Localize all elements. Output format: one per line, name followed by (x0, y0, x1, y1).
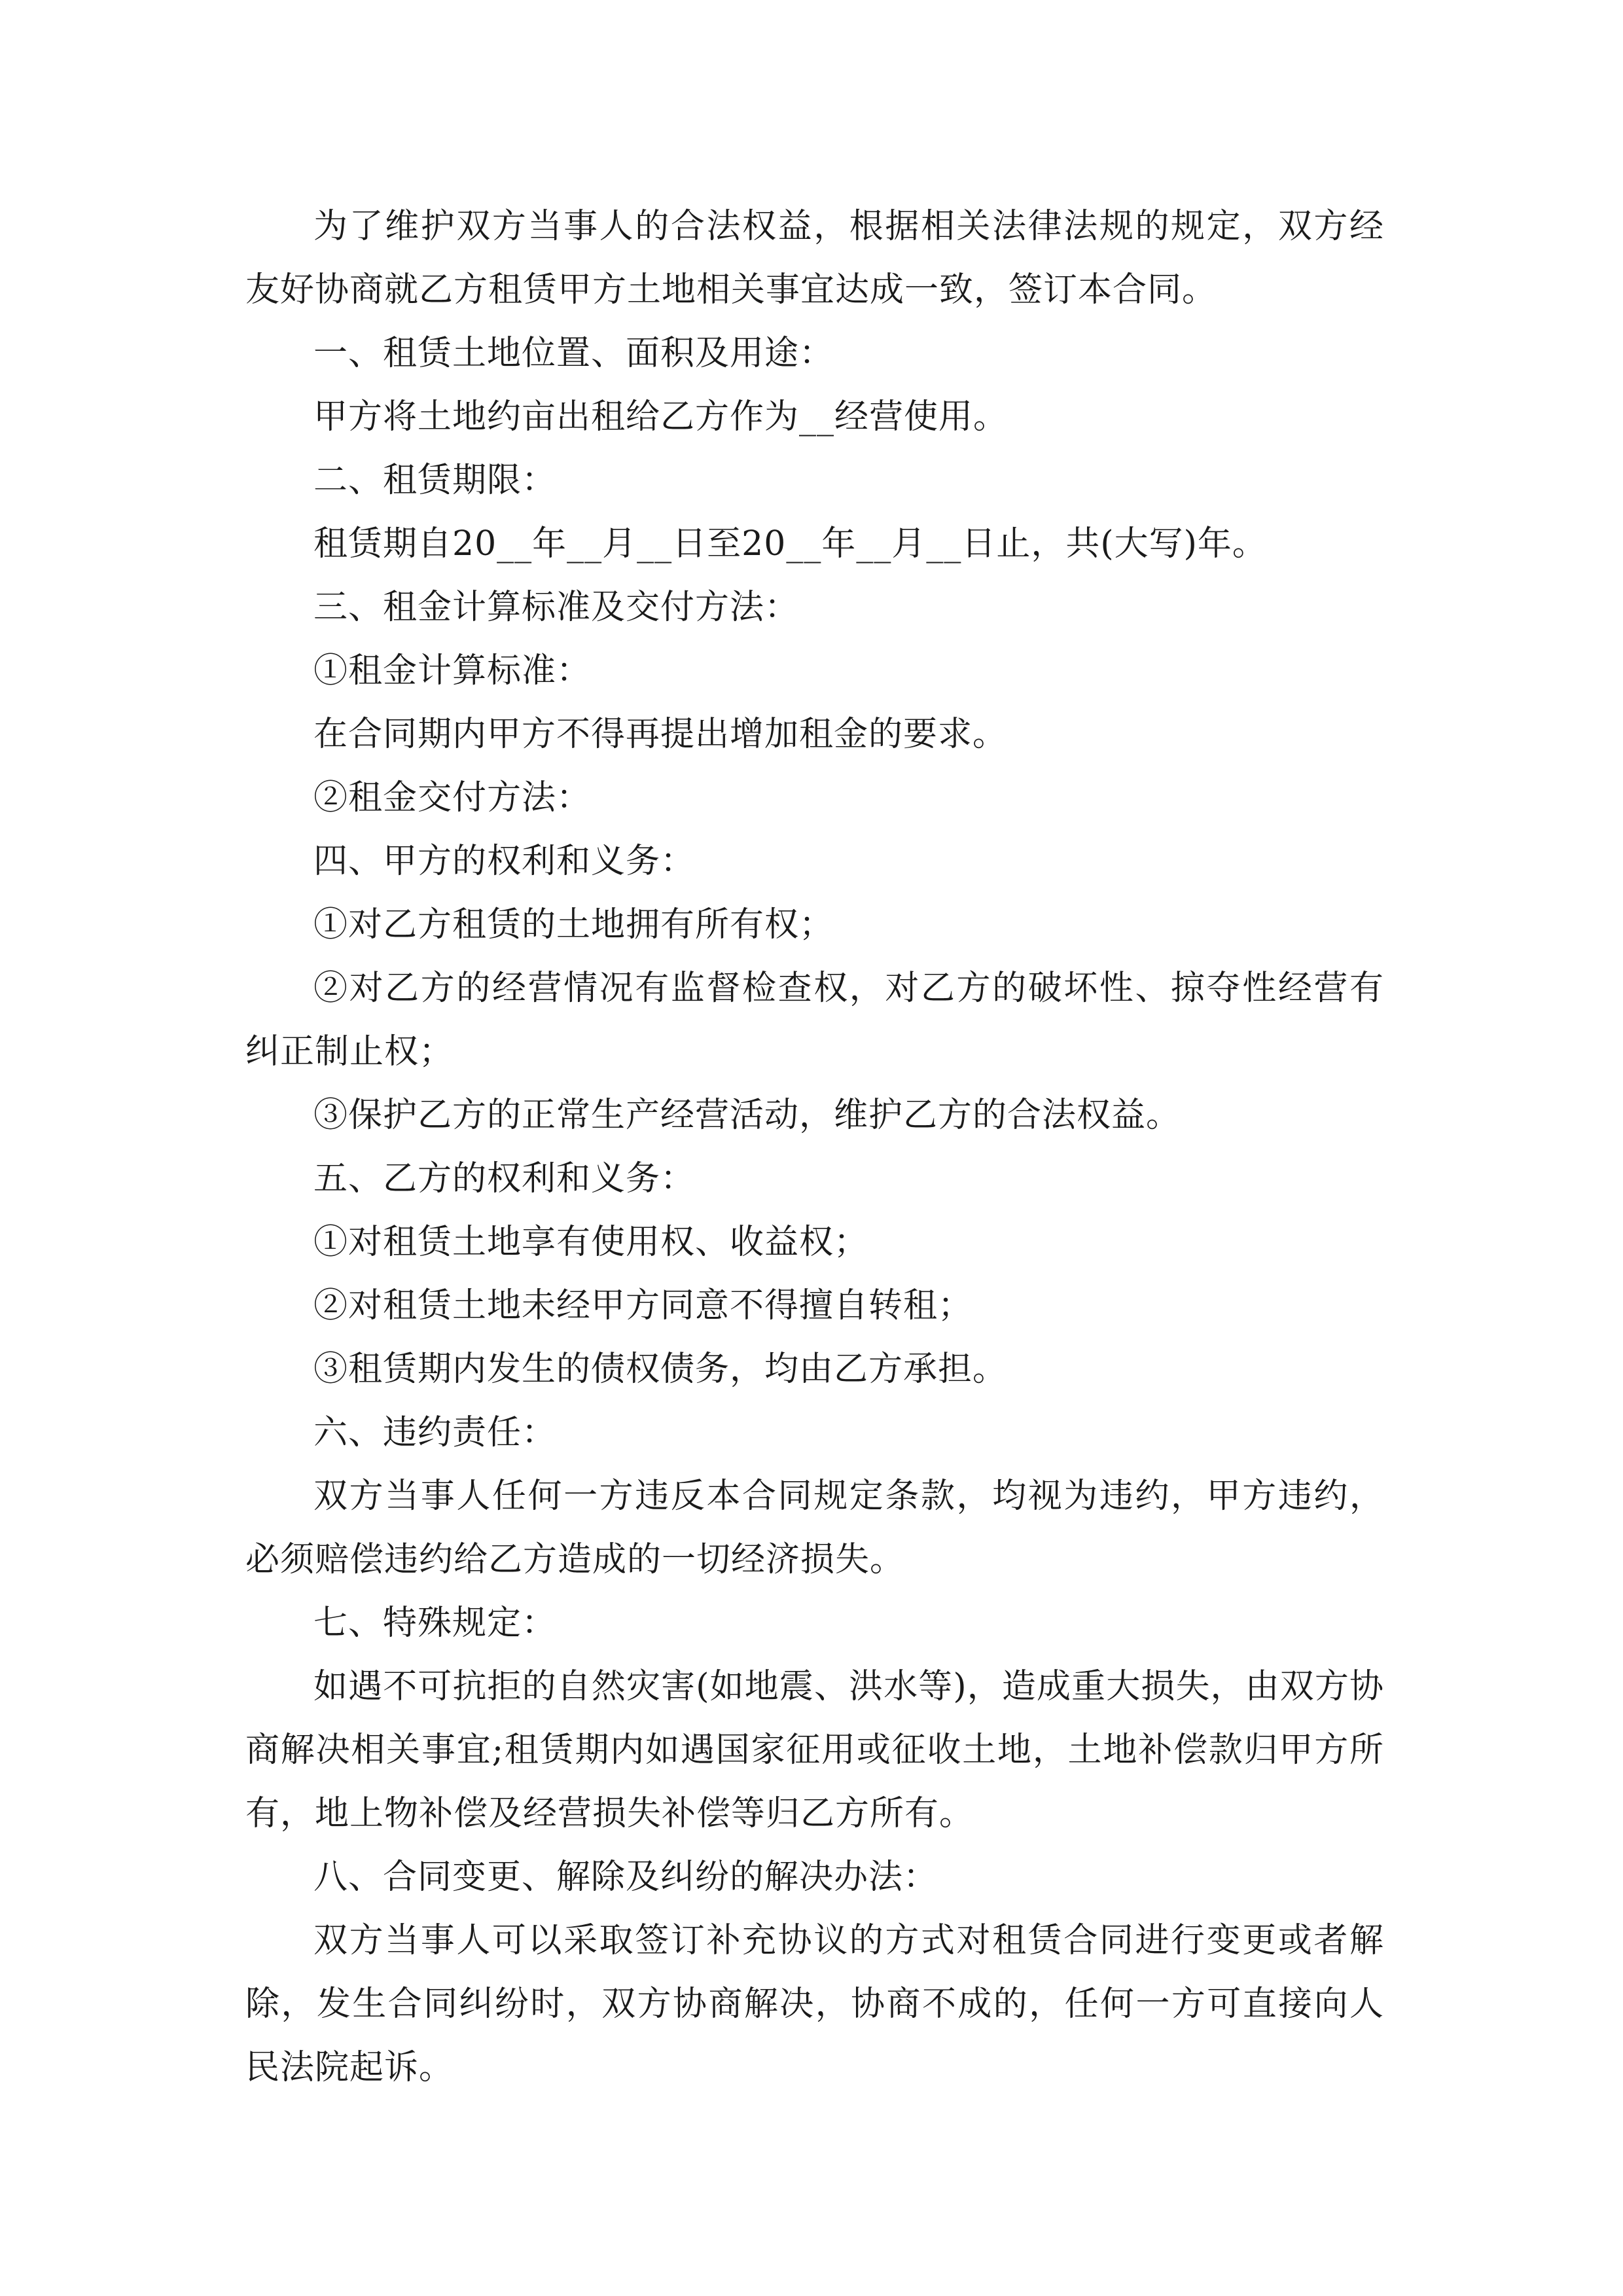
subheading-rent-payment: ②租金交付方法： (313, 778, 592, 817)
list-item-party-a-3: ③保护乙方的正常生产经营活动，维护乙方的合法权益。 (313, 1096, 1181, 1135)
subheading-rent-standard: ①租金计算标准： (313, 651, 592, 691)
heading-section-5: 五、乙方的权利和义务： (313, 1159, 696, 1198)
heading-section-8: 八、合同变更、解除及纠纷的解决办法： (313, 1857, 938, 1897)
list-item-party-a-2: ②对乙方的经营情况有监督检查权，对乙方的破坏性、掠夺性经营有纠正制止权； (245, 969, 1384, 1071)
list-item-party-a-1: ①对乙方租赁的土地拥有所有权； (313, 905, 834, 944)
heading-section-1: 一、租赁土地位置、面积及用途： (313, 334, 834, 373)
heading-section-6: 六、违约责任： (313, 1413, 557, 1452)
paragraph-intro: 为了维护双方当事人的合法权益，根据相关法律法规的规定，双方经友好协商就乙方租赁甲方土地相关事宜达成一致，签订本合同。 (245, 207, 1384, 310)
paragraph-dispute-resolution: 双方当事人可以采取签订补充协议的方式对租赁合同进行变更或者解除，发生合同纠纷时，双方协商解决，协商不成的，任何一方可直接向人民法院起诉。 (245, 1921, 1384, 2087)
paragraph-special-provisions: 如遇不可抗拒的自然灾害(如地震、洪水等)，造成重大损失，由双方协商解决相关事宜;租赁期内如遇国家征用或征收土地，土地补偿款归甲方所有，地上物补偿及经营损失补偿等归乙方所有。 (245, 1667, 1384, 1833)
list-item-party-b-2: ②对租赁土地未经甲方同意不得擅自转租； (313, 1286, 973, 1325)
heading-section-7: 七、特殊规定： (313, 1604, 557, 1643)
paragraph-rent-standard: 在合同期内甲方不得再提出增加租金的要求。 (313, 715, 1008, 754)
paragraph-breach: 双方当事人任何一方违反本合同规定条款，均视为违约，甲方违约，必须赔偿违约给乙方造成的一切经济损失。 (245, 1477, 1384, 1579)
paragraph-land-use: 甲方将土地约亩出租给乙方作为__经营使用。 (313, 397, 1008, 437)
heading-section-3: 三、租金计算标准及交付方法： (313, 588, 800, 627)
list-item-party-b-3: ③租赁期内发生的债权债务，均由乙方承担。 (313, 1350, 1008, 1389)
contract-body (245, 195, 1384, 2100)
heading-section-2: 二、租赁期限： (313, 461, 557, 500)
list-item-party-b-1: ①对租赁土地享有使用权、收益权； (313, 1223, 869, 1262)
paragraph-lease-term: 租赁期自20__年__月__日至20__年__月__日止，共(大写)年。 (313, 524, 1267, 564)
heading-section-4: 四、甲方的权利和义务： (313, 842, 696, 881)
